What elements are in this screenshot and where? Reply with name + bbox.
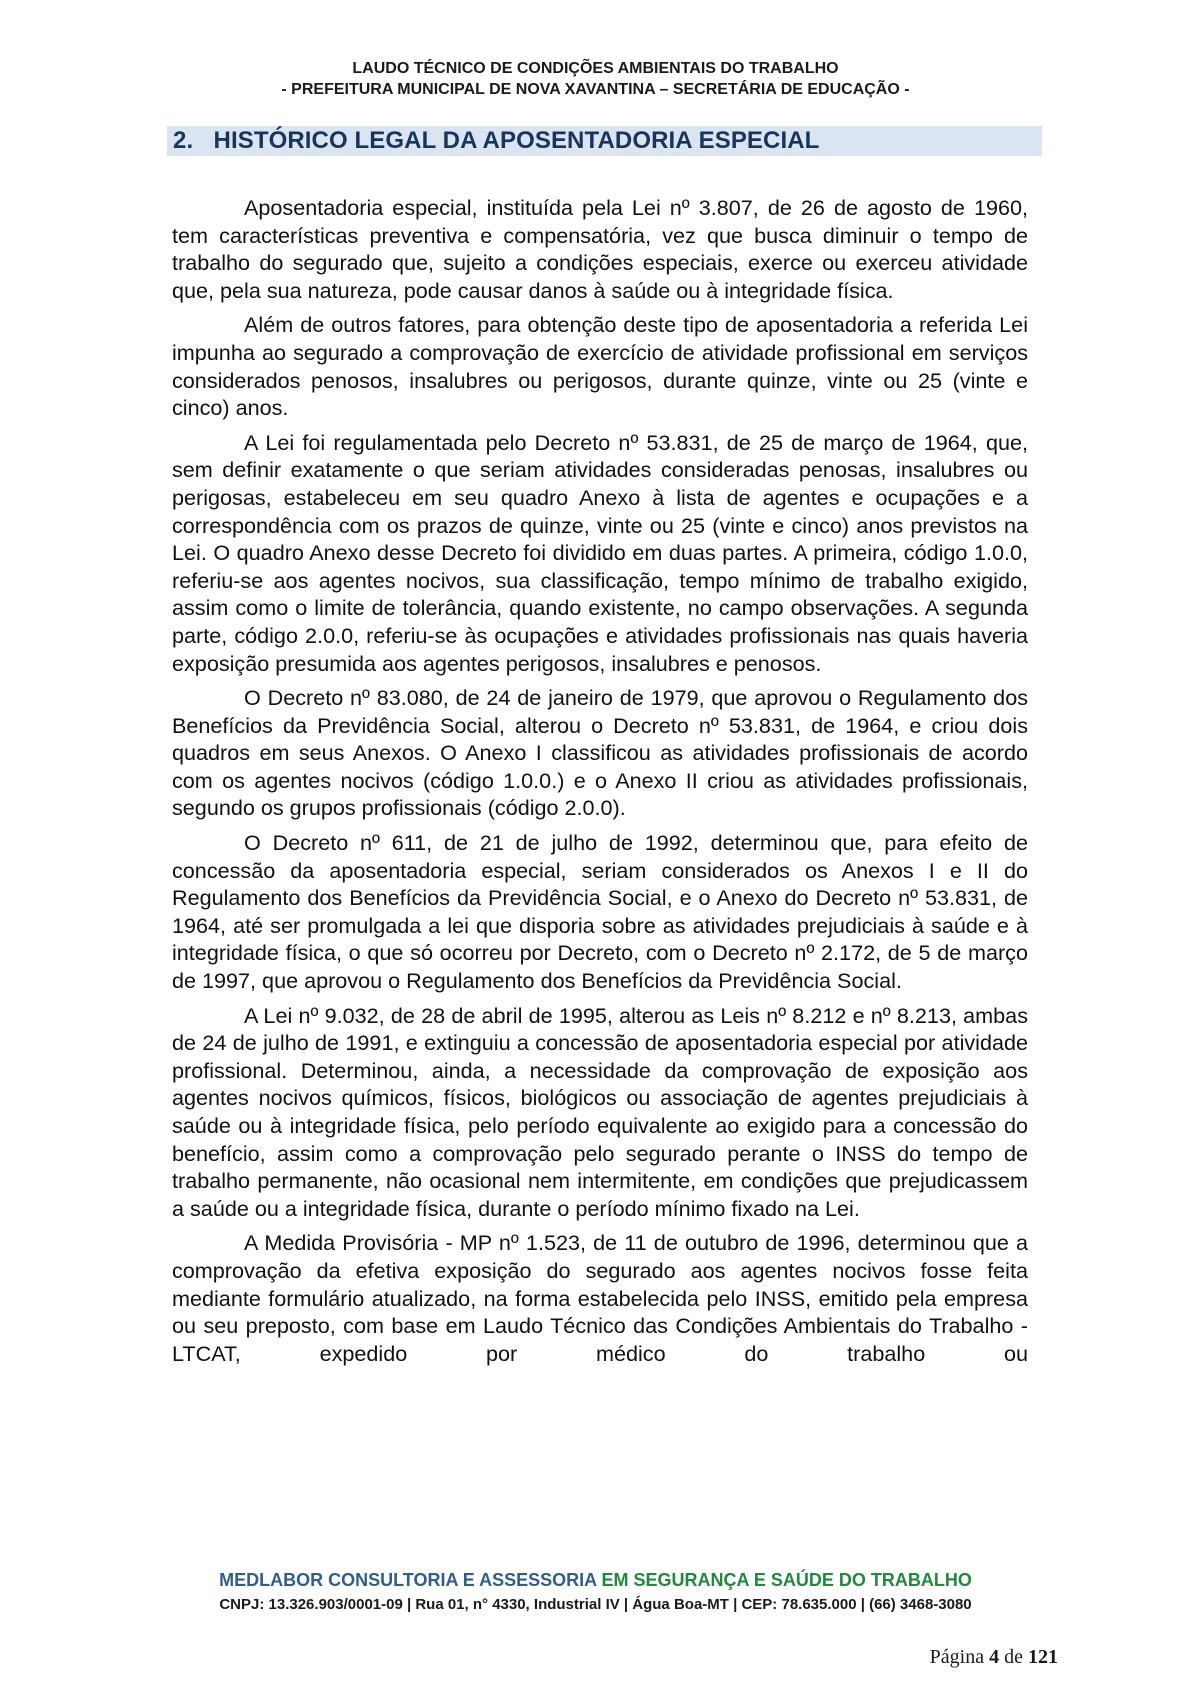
page-total: 121 <box>1028 1646 1058 1668</box>
section-title: 2. HISTÓRICO LEGAL DA APOSENTADORIA ESPECIAL <box>173 127 820 154</box>
header-title: LAUDO TÉCNICO DE CONDIÇÕES AMBIENTAIS DO TRABALHO <box>352 60 839 77</box>
footer-company <box>0 1568 1191 1592</box>
section-heading-bar <box>167 126 1042 156</box>
footer-company-tagline: EM SEGURANÇA E SAÚDE DO TRABALHO <box>596 1570 972 1590</box>
footer-company-name: MEDLABOR CONSULTORIA E ASSESSORIA <box>219 1570 597 1590</box>
paragraph: A Lei foi regulamentada pelo Decreto nº 53.831, de 25 de março de 1964, que, sem definir exatamente o que seriam atividades consideradas penosas, insalubres ou perigosas, estabeleceu em seu quadro Anexo à lista de agentes e ocupações e a correspondência com os prazos de quinze, vinte ou 25 (vinte e cinco) anos previstos na Lei. O quadro Anexo desse Decreto foi dividido em duas partes. A primeira, código 1.0.0, referiu-se aos agentes nocivos, sua classificação, tempo mínimo de trabalho exigido, assim como o limite de tolerância, quando existente, no campo observações. A segunda parte, código 2.0.0, referiu-se às ocupações e atividades profissionais nas quais haveria exposição presumida aos agentes perigosos, insalubres e penosos. <box>172 429 1028 676</box>
page-number <box>930 1646 1058 1669</box>
document-body <box>172 194 1028 1374</box>
header-subtitle: - PREFEITURA MUNICIPAL DE NOVA XAVANTINA – SECRETÁRIA DE EDUCAÇÃO - <box>281 81 910 98</box>
paragraph: A Medida Provisória - MP nº 1.523, de 11 de outubro de 1996, determinou que a comprovação da efetiva exposição do segurado aos agentes nocivos fosse feita mediante formulário atualizado, na forma estabelecida pelo INSS, emitido pela empresa ou seu preposto, com base em Laudo Técnico das Condições Ambientais do Trabalho - LTCAT, expedido por médico do trabalho ou <box>172 1230 1028 1366</box>
page-prefix: Página <box>929 1646 990 1668</box>
document-footer <box>0 1568 1191 1615</box>
paragraph: Aposentadoria especial, instituída pela Lei nº 3.807, de 26 de agosto de 1960, tem características preventiva e compensatória, vez que busca diminuir o tempo de trabalho do segurado que, sujeito a condições especiais, exerce ou exerceu atividade que, pela sua natureza, pode causar danos à saúde ou à integridade física. <box>172 195 1028 303</box>
paragraph: A Lei nº 9.032, de 28 de abril de 1995, alterou as Leis nº 8.212 e nº 8.213, ambas de 24 de julho de 1991, e extinguiu a concessão de aposentadoria especial por atividade profissional. Determinou, ainda, a necessidade da comprovação de exposição aos agentes nocivos químicos, físicos, biológicos ou associação de agentes prejudiciais à saúde ou à integridade física, pelo período equivalente ao exigido para a concessão do benefício, assim como a comprovação pelo segurado perante o INSS do tempo de trabalho permanente, não ocasional nem intermitente, em condições que prejudicassem a saúde ou a integridade física, durante o período mínimo fixado na Lei. <box>172 1002 1028 1221</box>
paragraph: O Decreto nº 83.080, de 24 de janeiro de 1979, que aprovou o Regulamento dos Benefícios da Previdência Social, alterou o Decreto nº 53.831, de 1964, e criou dois quadros em seus Anexos. O Anexo I classificou as atividades profissionais de acordo com os agentes nocivos (código 1.0.0.) e o Anexo II criou as atividades profissionais, segundo os grupos profissionais (código 2.0.0). <box>172 685 1028 821</box>
document-header <box>0 58 1191 100</box>
footer-contact: CNPJ: 13.326.903/0001-09 | Rua 01, n° 4330, Industrial IV | Água Boa-MT | CEP: 78.635.000 | (66) 3468-3080 <box>219 1596 972 1613</box>
page-current: 4 <box>989 1646 1000 1668</box>
paragraph: O Decreto nº 611, de 21 de julho de 1992, determinou que, para efeito de concessão da aposentadoria especial, seriam considerados os Anexos I e II do Regulamento dos Benefícios da Previdência Social, e o Anexo do Decreto nº 53.831, de 1964, até ser promulgada a lei que disporia sobre as atividades prejudiciais à saúde e à integridade física, o que só ocorreu por Decreto, com o Decreto nº 2.172, de 5 de março de 1997, que aprovou o Regulamento dos Benefícios da Previdência Social. <box>172 830 1028 994</box>
paragraph: Além de outros fatores, para obtenção deste tipo de aposentadoria a referida Lei impunha ao segurado a comprovação de exercício de atividade profissional em serviços considerados penosos, insalubres ou perigosos, durante quinze, vinte ou 25 (vinte e cinco) anos. <box>172 312 1028 421</box>
page-middle: de <box>999 1646 1028 1668</box>
